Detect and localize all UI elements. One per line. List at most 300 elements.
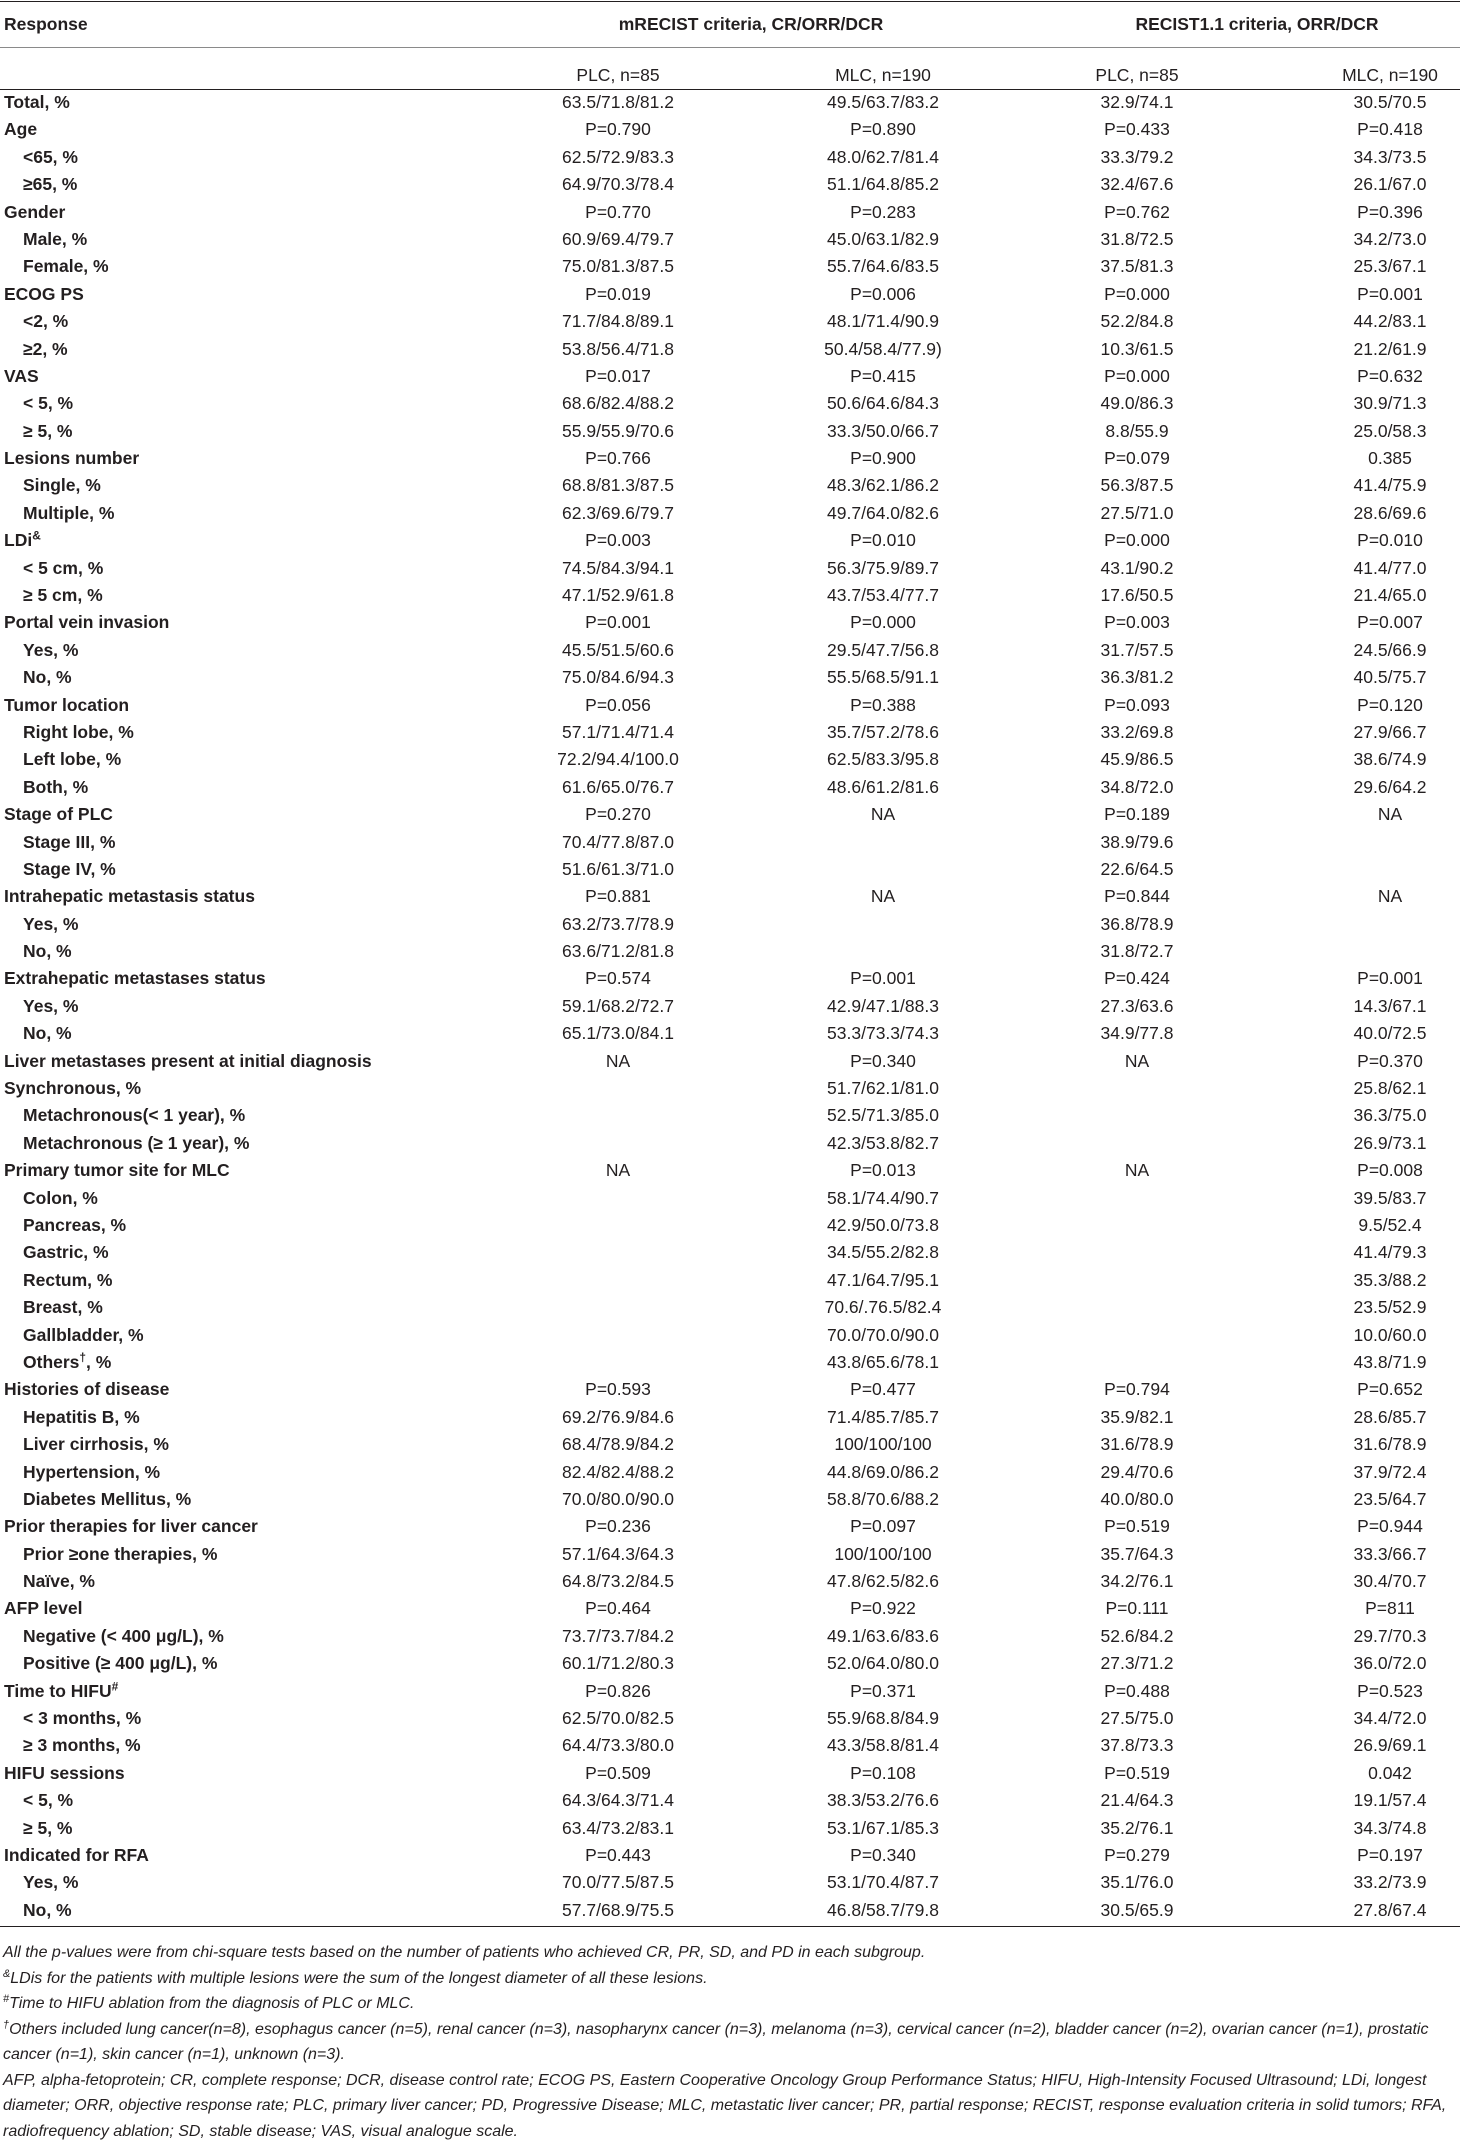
row-label-text: Prior therapies for liver cancer xyxy=(4,1516,258,1537)
cell-mlc-recist11: P=0.396 xyxy=(1357,201,1423,222)
cell-mlc-mrecist: 43.3/58.8/81.4 xyxy=(827,1735,939,1756)
cell-mlc-mrecist: 49.7/64.0/82.6 xyxy=(827,502,939,523)
row-label-text: ≥2, % xyxy=(23,338,68,359)
table-subrow xyxy=(0,336,1460,363)
row-label-text: Colon, % xyxy=(23,1187,98,1208)
cell-plc-mrecist: 73.7/73.7/84.2 xyxy=(562,1625,674,1646)
cell-plc-mrecist: P=0.770 xyxy=(585,201,651,222)
cell-mlc-recist11: 10.0/60.0 xyxy=(1353,1324,1427,1345)
cell-mlc-mrecist: 48.6/61.2/81.6 xyxy=(827,776,939,797)
cell-mlc-recist11: 30.4/70.7 xyxy=(1353,1571,1427,1592)
table-subrow xyxy=(0,1267,1460,1294)
cell-mlc-recist11: 37.9/72.4 xyxy=(1353,1461,1427,1482)
cell-mlc-recist11: 27.9/66.7 xyxy=(1353,721,1427,742)
cell-mlc-recist11: 34.3/74.8 xyxy=(1353,1817,1427,1838)
cell-plc-recist11: 33.2/69.8 xyxy=(1100,721,1174,742)
table-subrow xyxy=(0,1130,1460,1157)
row-label-text: ≥ 5 cm, % xyxy=(23,585,103,606)
row-label-text: Indicated for RFA xyxy=(4,1844,149,1865)
cell-plc-mrecist: 68.4/78.9/84.2 xyxy=(562,1434,674,1455)
cell-mlc-recist11: 28.6/85.7 xyxy=(1353,1406,1427,1427)
row-label xyxy=(23,1212,126,1239)
cell-mlc-recist11: P=0.418 xyxy=(1357,119,1423,140)
cell-mlc-mrecist: P=0.415 xyxy=(850,365,916,386)
row-label-text: ≥65, % xyxy=(23,174,78,195)
row-label xyxy=(4,801,113,828)
cell-plc-recist11: 35.7/64.3 xyxy=(1100,1543,1174,1564)
cell-mlc-recist11: 43.8/71.9 xyxy=(1353,1351,1427,1372)
row-label xyxy=(23,1705,141,1732)
row-label-text: Others xyxy=(23,1351,80,1372)
row-label-text: HIFU sessions xyxy=(4,1762,125,1783)
cell-plc-recist11: 22.6/64.5 xyxy=(1100,858,1174,879)
table-subrow xyxy=(0,719,1460,746)
table-subrow xyxy=(0,774,1460,801)
header-group-recist11: RECIST1.1 criteria, ORR/DCR xyxy=(1135,14,1379,34)
row-label-text: No, % xyxy=(23,941,72,962)
cell-plc-mrecist: 63.4/73.2/83.1 xyxy=(562,1817,674,1838)
row-label xyxy=(23,144,78,171)
cell-mlc-mrecist: 55.7/64.6/83.5 xyxy=(827,256,939,277)
table-subrow xyxy=(0,1705,1460,1732)
table-row xyxy=(0,527,1460,554)
row-label-text: Lesions number xyxy=(4,448,140,469)
cell-plc-recist11: P=0.003 xyxy=(1104,612,1170,633)
cell-plc-mrecist: 45.5/51.5/60.6 xyxy=(562,639,674,660)
cell-plc-mrecist: P=0.270 xyxy=(585,804,651,825)
row-label xyxy=(23,336,68,363)
row-label-text: Stage of PLC xyxy=(4,804,113,825)
cell-plc-mrecist: P=0.826 xyxy=(585,1680,651,1701)
cell-plc-recist11: 21.4/64.3 xyxy=(1100,1790,1174,1811)
cell-mlc-mrecist: 48.1/71.4/90.9 xyxy=(827,311,939,332)
row-label xyxy=(23,1267,112,1294)
cell-mlc-recist11: 25.0/58.3 xyxy=(1353,420,1427,441)
table-subrow xyxy=(0,993,1460,1020)
column-header-plc-mrecist: PLC, n=85 xyxy=(576,65,660,85)
row-label-text: Primary tumor site for MLC xyxy=(4,1160,230,1181)
cell-mlc-mrecist: 62.5/83.3/95.8 xyxy=(827,749,939,770)
table-row xyxy=(0,89,1460,116)
cell-plc-recist11: P=0.093 xyxy=(1104,694,1170,715)
row-label xyxy=(23,1897,72,1924)
cell-mlc-recist11: 0.385 xyxy=(1368,448,1412,469)
cell-mlc-mrecist: 49.1/63.6/83.6 xyxy=(827,1625,939,1646)
row-label-text: Female, % xyxy=(23,256,109,277)
table-row xyxy=(0,1595,1460,1622)
cell-plc-recist11: 32.4/67.6 xyxy=(1100,174,1174,195)
cell-plc-mrecist: P=0.017 xyxy=(585,365,651,386)
cell-plc-recist11: 56.3/87.5 xyxy=(1100,475,1174,496)
cell-mlc-recist11: P=0.008 xyxy=(1357,1160,1423,1181)
cell-plc-mrecist: 70.4/77.8/87.0 xyxy=(562,831,674,852)
cell-mlc-mrecist: 42.9/50.0/73.8 xyxy=(827,1214,939,1235)
cell-mlc-mrecist: P=0.340 xyxy=(850,1050,916,1071)
cell-mlc-mrecist: P=0.900 xyxy=(850,448,916,469)
footnote-time-to-hifu xyxy=(3,1991,1457,2017)
table-subrow xyxy=(0,226,1460,253)
row-label-text: Time to HIFU xyxy=(4,1680,112,1701)
row-label xyxy=(4,883,255,910)
cell-plc-recist11: 31.7/57.5 xyxy=(1100,639,1174,660)
row-label xyxy=(4,445,139,472)
cell-mlc-recist11: 14.3/67.1 xyxy=(1353,995,1427,1016)
cell-mlc-mrecist: 55.5/68.5/91.1 xyxy=(827,667,939,688)
cell-mlc-recist11: 19.1/57.4 xyxy=(1353,1790,1427,1811)
cell-mlc-recist11: 9.5/52.4 xyxy=(1358,1214,1422,1235)
footnote-mark: & xyxy=(32,528,41,543)
table-top-rule xyxy=(0,1,1460,2)
cell-plc-recist11: NA xyxy=(1124,1050,1150,1071)
row-label-text: < 5, % xyxy=(23,393,74,414)
cell-mlc-mrecist: 55.9/68.8/84.9 xyxy=(827,1708,939,1728)
table-subrow xyxy=(0,390,1460,417)
cell-mlc-recist11: 35.3/88.2 xyxy=(1353,1269,1427,1290)
row-label-text: Tumor location xyxy=(4,694,130,715)
cell-mlc-recist11: P=811 xyxy=(1365,1598,1415,1619)
cell-mlc-mrecist: 43.8/65.6/78.1 xyxy=(827,1351,939,1372)
row-label xyxy=(23,1349,111,1376)
row-label-text: Gallbladder, % xyxy=(23,1324,144,1345)
row-label-text: ≥ 3 months, % xyxy=(23,1735,141,1756)
cell-mlc-recist11: 25.8/62.1 xyxy=(1353,1078,1427,1099)
row-label-text: Positive (≥ 400 μg/L), % xyxy=(23,1653,218,1674)
row-label xyxy=(23,829,115,856)
cell-plc-mrecist: 70.0/77.5/87.5 xyxy=(562,1872,674,1893)
cell-plc-recist11: P=0.519 xyxy=(1104,1762,1170,1783)
cell-mlc-recist11: 28.6/69.6 xyxy=(1353,502,1427,523)
row-label xyxy=(23,1787,73,1814)
cell-mlc-mrecist: 70.0/70.0/90.0 xyxy=(827,1324,939,1345)
cell-mlc-recist11: 30.9/71.3 xyxy=(1353,393,1427,414)
cell-plc-mrecist: 74.5/84.3/94.1 xyxy=(562,557,674,578)
cell-mlc-mrecist: 48.3/62.1/86.2 xyxy=(827,475,939,496)
row-label xyxy=(23,1431,169,1458)
cell-plc-mrecist: 68.6/82.4/88.2 xyxy=(562,393,674,414)
row-label xyxy=(23,472,101,499)
cell-plc-mrecist: P=0.056 xyxy=(585,694,651,715)
cell-plc-mrecist: 47.1/52.9/61.8 xyxy=(562,585,674,606)
row-label-text: < 5, % xyxy=(23,1790,74,1811)
row-label-text: No, % xyxy=(23,1023,72,1044)
row-label xyxy=(23,1541,217,1568)
cell-plc-recist11: 29.4/70.6 xyxy=(1100,1461,1174,1482)
table-row xyxy=(0,1842,1460,1869)
cell-mlc-mrecist: 43.7/53.4/77.7 xyxy=(827,585,939,606)
cell-mlc-recist11: P=0.001 xyxy=(1357,283,1423,304)
footnote-text: All the p-values were from chi-square tests based on the number of patients who achieved CR, PR, SD, and PD in each subgroup. xyxy=(3,1944,926,1961)
row-label xyxy=(4,281,84,308)
footnote-text: AFP, alpha-fetoprotein; CR, complete response; DCR, disease control rate; ECOG PS, Eastern Cooperative Oncology Group Performance Status; HIFU, High-Intensity Focused Ultrasound; LDi, longest diameter; ORR, objective response rate; PLC, primary liver cancer; PD, Progressive Disease; MLC, metastatic liver cancer; PR, partial response; RECIST, response evaluation criteria in solid tumors; RFA, radiofrequency ablation; SD, stable disease; VAS, visual analogue scale. xyxy=(3,2071,1447,2140)
cell-mlc-mrecist: P=0.477 xyxy=(850,1379,916,1400)
cell-mlc-recist11: 40.0/72.5 xyxy=(1353,1023,1427,1044)
table-subrow xyxy=(0,1239,1460,1266)
cell-plc-recist11: 31.8/72.7 xyxy=(1100,941,1174,962)
cell-mlc-mrecist: P=0.006 xyxy=(850,283,916,304)
footnote-text: LDis for the patients with multiple lesions were the sum of the longest diameter of all these lesions. xyxy=(10,1969,708,1987)
table-subrow xyxy=(0,829,1460,856)
row-label-text: Intrahepatic metastasis status xyxy=(4,886,255,907)
cell-plc-recist11: P=0.000 xyxy=(1104,283,1170,304)
row-label-text: < 3 months, % xyxy=(23,1708,142,1728)
row-label xyxy=(23,1568,95,1595)
cell-mlc-mrecist: P=0.000 xyxy=(850,612,916,633)
table-subrow xyxy=(0,1787,1460,1814)
table-row xyxy=(0,281,1460,308)
footnote-text: Time to HIFU ablation from the diagnosis of PLC or MLC. xyxy=(9,1995,415,2012)
column-header-mlc-mrecist: MLC, n=190 xyxy=(835,65,931,85)
row-label-text: ≥ 5, % xyxy=(23,1817,73,1838)
cell-mlc-recist11: P=0.010 xyxy=(1357,530,1423,551)
cell-plc-recist11: P=0.189 xyxy=(1104,804,1170,825)
cell-plc-mrecist: 64.8/73.2/84.5 xyxy=(562,1571,674,1592)
row-label xyxy=(23,993,78,1020)
row-label xyxy=(23,1294,103,1321)
row-label-text: < 5 cm, % xyxy=(23,557,104,578)
cell-plc-recist11: P=0.844 xyxy=(1104,886,1170,907)
cell-plc-mrecist: 60.9/69.4/79.7 xyxy=(562,228,674,249)
cell-plc-recist11: 35.9/82.1 xyxy=(1100,1406,1174,1427)
cell-plc-recist11: 34.2/76.1 xyxy=(1100,1571,1174,1592)
row-label xyxy=(4,527,41,554)
table-subrow xyxy=(0,171,1460,198)
table-row xyxy=(0,116,1460,143)
row-label xyxy=(23,637,78,664)
cell-mlc-mrecist: 38.3/53.2/76.6 xyxy=(827,1790,939,1811)
cell-mlc-recist11: 36.0/72.0 xyxy=(1353,1653,1427,1674)
row-label-text: Negative (< 400 μg/L), % xyxy=(23,1625,224,1646)
cell-mlc-recist11: P=0.944 xyxy=(1357,1516,1423,1537)
cell-plc-recist11: NA xyxy=(1124,1160,1150,1181)
row-label xyxy=(4,1842,149,1869)
row-label xyxy=(4,1157,230,1184)
row-label-text: Pancreas, % xyxy=(23,1214,127,1235)
row-label xyxy=(23,664,72,691)
footnote-mark: † xyxy=(79,1350,87,1365)
cell-mlc-recist11: 31.6/78.9 xyxy=(1353,1434,1427,1455)
row-label xyxy=(4,1048,372,1075)
row-label xyxy=(23,1102,245,1129)
row-label-text: Yes, % xyxy=(23,995,79,1016)
row-label xyxy=(23,1185,98,1212)
row-label xyxy=(23,1486,191,1513)
table-subrow xyxy=(0,500,1460,527)
cell-plc-mrecist: NA xyxy=(605,1160,631,1181)
cell-plc-recist11: P=0.424 xyxy=(1104,968,1170,989)
row-label xyxy=(4,363,39,390)
row-label xyxy=(23,1130,249,1157)
row-label-text: VAS xyxy=(4,365,39,386)
row-label xyxy=(4,1075,141,1102)
row-label-text: Left lobe, % xyxy=(23,749,122,770)
cell-mlc-mrecist: NA xyxy=(870,886,896,907)
table-row xyxy=(0,801,1460,828)
row-label-text: Diabetes Mellitus, % xyxy=(23,1488,192,1509)
cell-plc-recist11: 17.6/50.5 xyxy=(1100,585,1174,606)
table-row xyxy=(0,1678,1460,1705)
row-label-text: Total, % xyxy=(4,92,70,112)
table-subrow xyxy=(0,144,1460,171)
cell-mlc-mrecist: NA xyxy=(870,804,896,825)
cell-mlc-mrecist: P=0.108 xyxy=(850,1762,916,1783)
row-label xyxy=(23,1020,72,1047)
row-label-suffix: , % xyxy=(86,1351,112,1372)
cell-mlc-mrecist: 34.5/55.2/82.8 xyxy=(827,1242,939,1263)
row-label-text: Synchronous, % xyxy=(4,1078,142,1099)
cell-plc-recist11: 37.8/73.3 xyxy=(1100,1735,1174,1756)
table-subrow xyxy=(0,1431,1460,1458)
table-subrow xyxy=(0,1732,1460,1759)
table-row xyxy=(0,965,1460,992)
cell-mlc-mrecist: P=0.371 xyxy=(850,1680,916,1701)
row-label-text: Age xyxy=(4,119,38,140)
row-label xyxy=(23,390,73,417)
cell-mlc-mrecist: 52.5/71.3/85.0 xyxy=(827,1105,939,1126)
cell-plc-recist11: 30.5/65.9 xyxy=(1100,1899,1174,1920)
row-label xyxy=(23,1815,72,1842)
row-label xyxy=(23,719,134,746)
table-subrow xyxy=(0,1185,1460,1212)
cell-mlc-recist11: 33.3/66.7 xyxy=(1353,1543,1427,1564)
row-label xyxy=(23,1650,217,1677)
footnote-abbreviations xyxy=(3,2068,1457,2145)
table-subrow xyxy=(0,1404,1460,1431)
cell-plc-recist11: 38.9/79.6 xyxy=(1100,831,1174,852)
table-subrow xyxy=(0,253,1460,280)
cell-plc-mrecist: P=0.766 xyxy=(585,448,651,469)
cell-mlc-mrecist: P=0.340 xyxy=(850,1844,916,1865)
cell-plc-recist11: 36.3/81.2 xyxy=(1100,667,1174,688)
row-label-text: Prior ≥one therapies, % xyxy=(23,1543,218,1564)
cell-mlc-recist11: 21.2/61.9 xyxy=(1353,338,1427,359)
cell-mlc-recist11: 26.9/73.1 xyxy=(1353,1132,1427,1153)
cell-plc-recist11: 31.8/72.5 xyxy=(1100,228,1174,249)
row-label-text: LDi xyxy=(4,530,33,551)
table-subrow xyxy=(0,1815,1460,1842)
table-row xyxy=(0,692,1460,719)
table-subrow xyxy=(0,1349,1460,1376)
table-subrow xyxy=(0,472,1460,499)
cell-plc-mrecist: 64.4/73.3/80.0 xyxy=(562,1735,674,1756)
row-label-text: Hepatitis B, % xyxy=(23,1406,140,1427)
row-label xyxy=(23,418,72,445)
row-label xyxy=(4,692,129,719)
row-label xyxy=(23,253,109,280)
cell-plc-mrecist: 51.6/61.3/71.0 xyxy=(562,858,674,879)
cell-mlc-mrecist: 48.0/62.7/81.4 xyxy=(827,146,939,167)
cell-plc-recist11: P=0.794 xyxy=(1104,1379,1170,1400)
cell-mlc-mrecist: P=0.922 xyxy=(850,1598,916,1619)
cell-plc-mrecist: P=0.593 xyxy=(585,1379,651,1400)
cell-mlc-mrecist: 71.4/85.7/85.7 xyxy=(827,1406,939,1427)
row-label xyxy=(23,1322,144,1349)
cell-plc-recist11: P=0.000 xyxy=(1104,365,1170,386)
cell-mlc-mrecist: 56.3/75.9/89.7 xyxy=(827,557,939,578)
cell-plc-recist11: 43.1/90.2 xyxy=(1100,557,1174,578)
cell-mlc-recist11: NA xyxy=(1377,886,1403,907)
cell-mlc-recist11: 26.9/69.1 xyxy=(1353,1735,1427,1756)
cell-plc-mrecist: 55.9/55.9/70.6 xyxy=(562,420,674,441)
cell-plc-recist11: 34.8/72.0 xyxy=(1100,776,1174,797)
row-label xyxy=(23,308,68,335)
footnote-mark: & xyxy=(3,1967,11,1980)
table-subrow xyxy=(0,1459,1460,1486)
row-label xyxy=(4,609,169,636)
cell-mlc-recist11: P=0.197 xyxy=(1357,1844,1423,1865)
cell-mlc-recist11: 40.5/75.7 xyxy=(1353,667,1427,688)
cell-mlc-recist11: 29.7/70.3 xyxy=(1353,1625,1427,1646)
cell-plc-mrecist: 53.8/56.4/71.8 xyxy=(562,338,674,359)
cell-plc-mrecist: 59.1/68.2/72.7 xyxy=(562,995,674,1016)
cell-plc-mrecist: 62.5/72.9/83.3 xyxy=(562,146,674,167)
cell-mlc-recist11: NA xyxy=(1377,804,1403,825)
row-label-text: Yes, % xyxy=(23,913,79,934)
cell-plc-mrecist: 60.1/71.2/80.3 xyxy=(562,1653,674,1674)
cell-mlc-mrecist: 58.1/74.4/90.7 xyxy=(827,1187,939,1208)
footnote-text: Others included lung cancer(n=8), esophagus cancer (n=5), renal cancer (n=3), nasopharynx cancer (n=3), melanoma (n=3), cervical cancer (n=2), bladder cancer (n=2), ovarian cancer (n=1), prostatic cancer (n=1), skin cancer (n=1), unknown (n=3). xyxy=(3,2020,1429,2063)
table-subrow xyxy=(0,1322,1460,1349)
cell-plc-recist11: P=0.000 xyxy=(1104,530,1170,551)
cell-plc-recist11: 35.1/76.0 xyxy=(1100,1872,1174,1893)
table-row xyxy=(0,883,1460,910)
cell-mlc-mrecist: 50.6/64.6/84.3 xyxy=(827,393,939,414)
cell-mlc-recist11: 36.3/75.0 xyxy=(1353,1105,1427,1126)
cell-plc-mrecist: 75.0/84.6/94.3 xyxy=(562,667,674,688)
cell-mlc-recist11: 0.042 xyxy=(1368,1762,1412,1783)
footnote-ldi xyxy=(3,1966,1457,1992)
table-row xyxy=(0,1075,1460,1102)
cell-mlc-recist11: 38.6/74.9 xyxy=(1353,749,1427,770)
cell-mlc-recist11: 33.2/73.9 xyxy=(1353,1872,1427,1893)
row-label xyxy=(23,1239,109,1266)
row-label xyxy=(4,1595,82,1622)
cell-plc-recist11: P=0.111 xyxy=(1105,1598,1169,1619)
cell-plc-mrecist: 72.2/94.4/100.0 xyxy=(557,749,679,770)
cell-plc-recist11: 52.2/84.8 xyxy=(1100,311,1174,332)
cell-mlc-recist11: 26.1/67.0 xyxy=(1353,174,1427,195)
table-subrow xyxy=(0,1541,1460,1568)
row-label xyxy=(4,89,70,116)
table-row xyxy=(0,1513,1460,1540)
row-label-text: Yes, % xyxy=(23,639,79,660)
table-subrow xyxy=(0,938,1460,965)
cell-mlc-recist11: 23.5/64.7 xyxy=(1353,1488,1427,1509)
column-header-plc-recist11: PLC, n=85 xyxy=(1095,65,1179,85)
cell-mlc-mrecist: 50.4/58.4/77.9) xyxy=(824,338,942,359)
cell-mlc-recist11: P=0.523 xyxy=(1357,1680,1423,1701)
table-subrow xyxy=(0,1568,1460,1595)
row-label-text: Metachronous(< 1 year), % xyxy=(23,1105,246,1126)
row-label xyxy=(4,1760,125,1787)
row-label-text: Extrahepatic metastases status xyxy=(4,968,266,989)
row-label-text: Multiple, % xyxy=(23,502,115,523)
cell-plc-mrecist: P=0.881 xyxy=(585,886,651,907)
table-row xyxy=(0,1157,1460,1184)
cell-mlc-mrecist: 29.5/47.7/56.8 xyxy=(827,639,939,660)
cell-plc-mrecist: P=0.236 xyxy=(585,1516,651,1537)
cell-plc-mrecist: P=0.003 xyxy=(585,530,651,551)
cell-plc-mrecist: 57.1/71.4/71.4 xyxy=(562,721,674,742)
cell-mlc-recist11: P=0.632 xyxy=(1357,365,1423,386)
cell-plc-mrecist: P=0.019 xyxy=(585,283,651,304)
table-subrow xyxy=(0,1294,1460,1321)
cell-mlc-mrecist: 42.3/53.8/82.7 xyxy=(827,1132,939,1153)
column-header-mlc-recist11: MLC, n=190 xyxy=(1342,65,1438,85)
footnote-mark: # xyxy=(111,1679,119,1694)
cell-plc-mrecist: P=0.464 xyxy=(585,1598,651,1619)
table-subrow xyxy=(0,1486,1460,1513)
cell-plc-recist11: 35.2/76.1 xyxy=(1100,1817,1174,1838)
